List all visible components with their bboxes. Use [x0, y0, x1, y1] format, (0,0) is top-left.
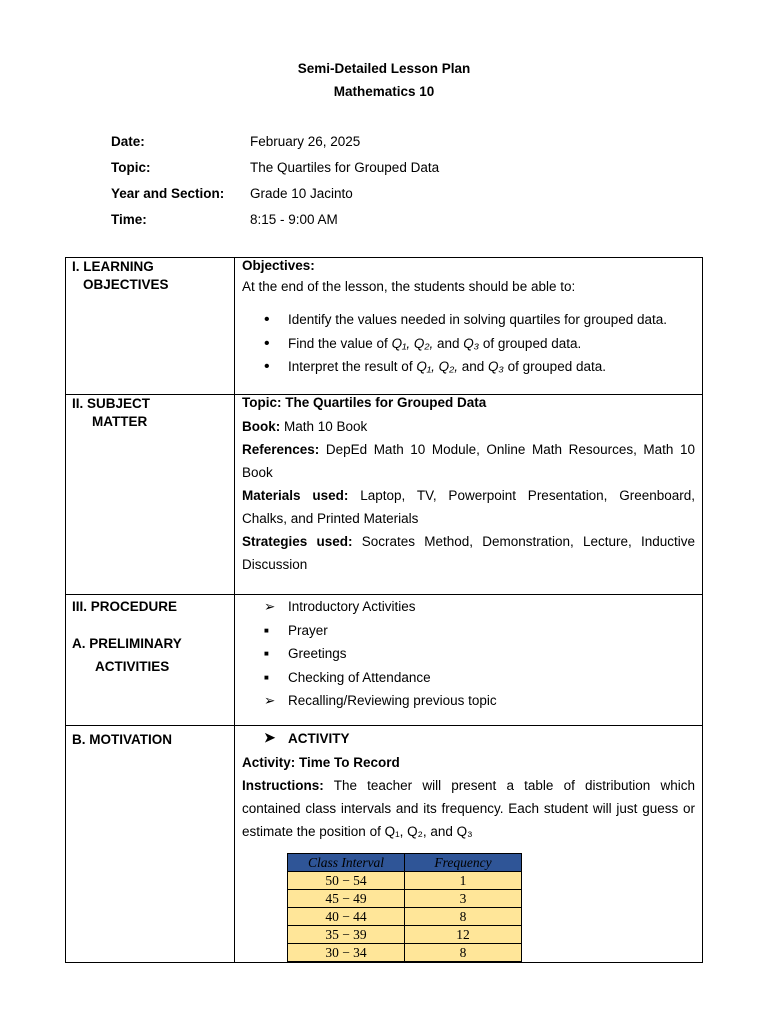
- list-item-text: Greetings: [288, 646, 347, 661]
- list-item-text: Checking of Attendance: [288, 669, 431, 685]
- table-row: [288, 908, 522, 926]
- subsection-label-line: ACTIVITIES: [95, 659, 170, 674]
- square-bullet-icon: ■: [264, 672, 269, 682]
- objectives-content: [235, 258, 703, 395]
- table-cell: 50 − 54: [288, 872, 405, 890]
- info-year-section: [111, 186, 611, 206]
- activity-title: Activity: Time To Record: [242, 755, 400, 770]
- info-value: Grade 10 Jacinto: [250, 186, 353, 201]
- section-label-line: OBJECTIVES: [83, 277, 169, 292]
- field-value: DepEd Math 10 Module, Online Math Resources, Math 10 Book: [242, 442, 695, 480]
- row-motivation: [66, 726, 703, 963]
- section-label-line: MATTER: [92, 414, 148, 429]
- info-value: The Quartiles for Grouped Data: [250, 160, 440, 175]
- table-header: Class Interval: [288, 854, 405, 872]
- subject-references: [242, 438, 695, 484]
- field-label: Materials used:: [242, 488, 349, 503]
- row-procedure: [66, 595, 703, 726]
- info-label: Time:: [111, 212, 147, 227]
- list-item: [242, 308, 695, 332]
- procedure-content: [235, 595, 703, 726]
- subsection-label-line: A. PRELIMINARY: [72, 636, 182, 651]
- section-label-line: II. SUBJECT: [72, 396, 151, 411]
- quartile-symbol: Q₂,: [438, 359, 459, 374]
- objectives-intro: At the end of the lesson, the students should be able to:: [242, 279, 576, 294]
- info-label: Date:: [111, 134, 145, 149]
- list-item-text: Prayer: [288, 622, 328, 638]
- quartile-symbol: Q₁,: [391, 335, 411, 351]
- subject-book: [242, 415, 695, 438]
- list-item-text: of grouped data.: [503, 359, 606, 374]
- list-item-text: Identify the values needed in solving quartiles for grouped data.: [288, 312, 668, 327]
- quartile-symbol: Q₁,: [416, 359, 435, 374]
- field-value: Laptop, TV, Powerpoint Presentation, Greenboard, Chalks, and Printed Materials: [242, 488, 695, 526]
- table-row: [288, 944, 522, 962]
- arrow-bullet-icon: ➢: [264, 693, 276, 708]
- subject-strategies: [242, 530, 695, 576]
- frequency-table-wrap: [287, 853, 695, 962]
- table-cell: 3: [405, 890, 522, 908]
- activity-heading: [242, 726, 695, 751]
- list-item-text: Find the value of: [288, 335, 392, 351]
- section-label-line: I. LEARNING: [72, 259, 154, 274]
- section-label: [72, 395, 234, 431]
- table-row: [288, 926, 522, 944]
- table-cell: 1: [405, 872, 522, 890]
- list-item-text: and: [433, 335, 464, 351]
- frequency-table: [287, 853, 522, 962]
- info-value: February 26, 2025: [250, 134, 361, 149]
- list-item-text: Introductory Activities: [288, 599, 416, 614]
- bullet-icon: •: [264, 358, 270, 375]
- table-cell: 12: [405, 926, 522, 944]
- lesson-plan-table: [65, 257, 703, 963]
- section-label: III. PROCEDURE: [72, 599, 178, 614]
- square-bullet-icon: ■: [264, 649, 269, 658]
- field-label: Strategies used:: [242, 534, 353, 549]
- list-item-text: Interpret the result of: [288, 359, 417, 374]
- list-item: [242, 332, 695, 356]
- arrow-bullet-icon: ➤: [264, 730, 276, 745]
- subsection-label: [72, 632, 234, 678]
- quartile-symbol: Q₃: [463, 335, 480, 351]
- field-label: Instructions:: [242, 778, 324, 793]
- list-item: [242, 666, 695, 690]
- list-item: [242, 619, 695, 643]
- row-subject-matter: [66, 395, 703, 595]
- table-cell: 8: [405, 944, 522, 962]
- info-label: Topic:: [111, 160, 151, 175]
- info-date: [111, 134, 611, 154]
- info-time: [111, 212, 611, 232]
- section-label-cell: [66, 395, 235, 595]
- activity-heading-text: ACTIVITY: [288, 731, 350, 746]
- list-item: [242, 689, 695, 713]
- list-item: [242, 355, 695, 379]
- section-label-cell: [66, 726, 235, 963]
- activity-instructions: [242, 774, 695, 843]
- table-cell: 8: [405, 908, 522, 926]
- field-value: The teacher will present a table of distribution which contained class intervals and its frequency. Each student will just guess or estimate the position of Q₁, Q₂, and Q₃: [242, 778, 695, 839]
- arrow-bullet-icon: ➢: [264, 599, 276, 614]
- section-label-cell: [66, 258, 235, 395]
- list-item: [242, 642, 695, 666]
- row-learning-objectives: [66, 258, 703, 395]
- info-value: 8:15 - 9:00 AM: [250, 212, 338, 227]
- section-label: [72, 258, 234, 294]
- table-header: Frequency: [405, 854, 522, 872]
- table-cell: 45 − 49: [288, 890, 405, 908]
- table-cell: 35 − 39: [288, 926, 405, 944]
- bullet-icon: •: [264, 334, 270, 352]
- table-cell: 30 − 34: [288, 944, 405, 962]
- field-label: References:: [242, 442, 320, 457]
- info-topic: [111, 160, 611, 180]
- table-header-row: [288, 854, 522, 872]
- field-label: Book:: [242, 419, 281, 434]
- quartile-symbol: Q₃: [488, 359, 504, 374]
- square-bullet-icon: ■: [264, 625, 269, 635]
- table-row: [288, 890, 522, 908]
- field-value: Math 10 Book: [280, 419, 368, 434]
- objectives-heading: Objectives:: [242, 258, 315, 273]
- table-row: [288, 872, 522, 890]
- document-title: Semi-Detailed Lesson Plan: [297, 61, 471, 76]
- subject-content: [235, 395, 703, 595]
- list-item-text: Recalling/Reviewing previous topic: [288, 693, 497, 708]
- section-label-cell: [66, 595, 235, 726]
- document-subtitle: Mathematics 10: [333, 84, 435, 99]
- list-item-text: and: [458, 359, 489, 374]
- subject-topic: Topic: The Quartiles for Grouped Data: [242, 395, 487, 410]
- section-label: B. MOTIVATION: [72, 732, 172, 747]
- info-label: Year and Section:: [111, 186, 225, 201]
- list-item: [242, 595, 695, 619]
- quartile-symbol: Q₂,: [413, 335, 434, 351]
- bullet-icon: •: [264, 311, 270, 328]
- table-cell: 40 − 44: [288, 908, 405, 926]
- motivation-content: [235, 726, 703, 963]
- field-value: Socrates Method, Demonstration, Lecture, Inductive Discussion: [242, 534, 695, 572]
- subject-materials: [242, 484, 695, 530]
- list-item-text: of grouped data.: [479, 335, 582, 351]
